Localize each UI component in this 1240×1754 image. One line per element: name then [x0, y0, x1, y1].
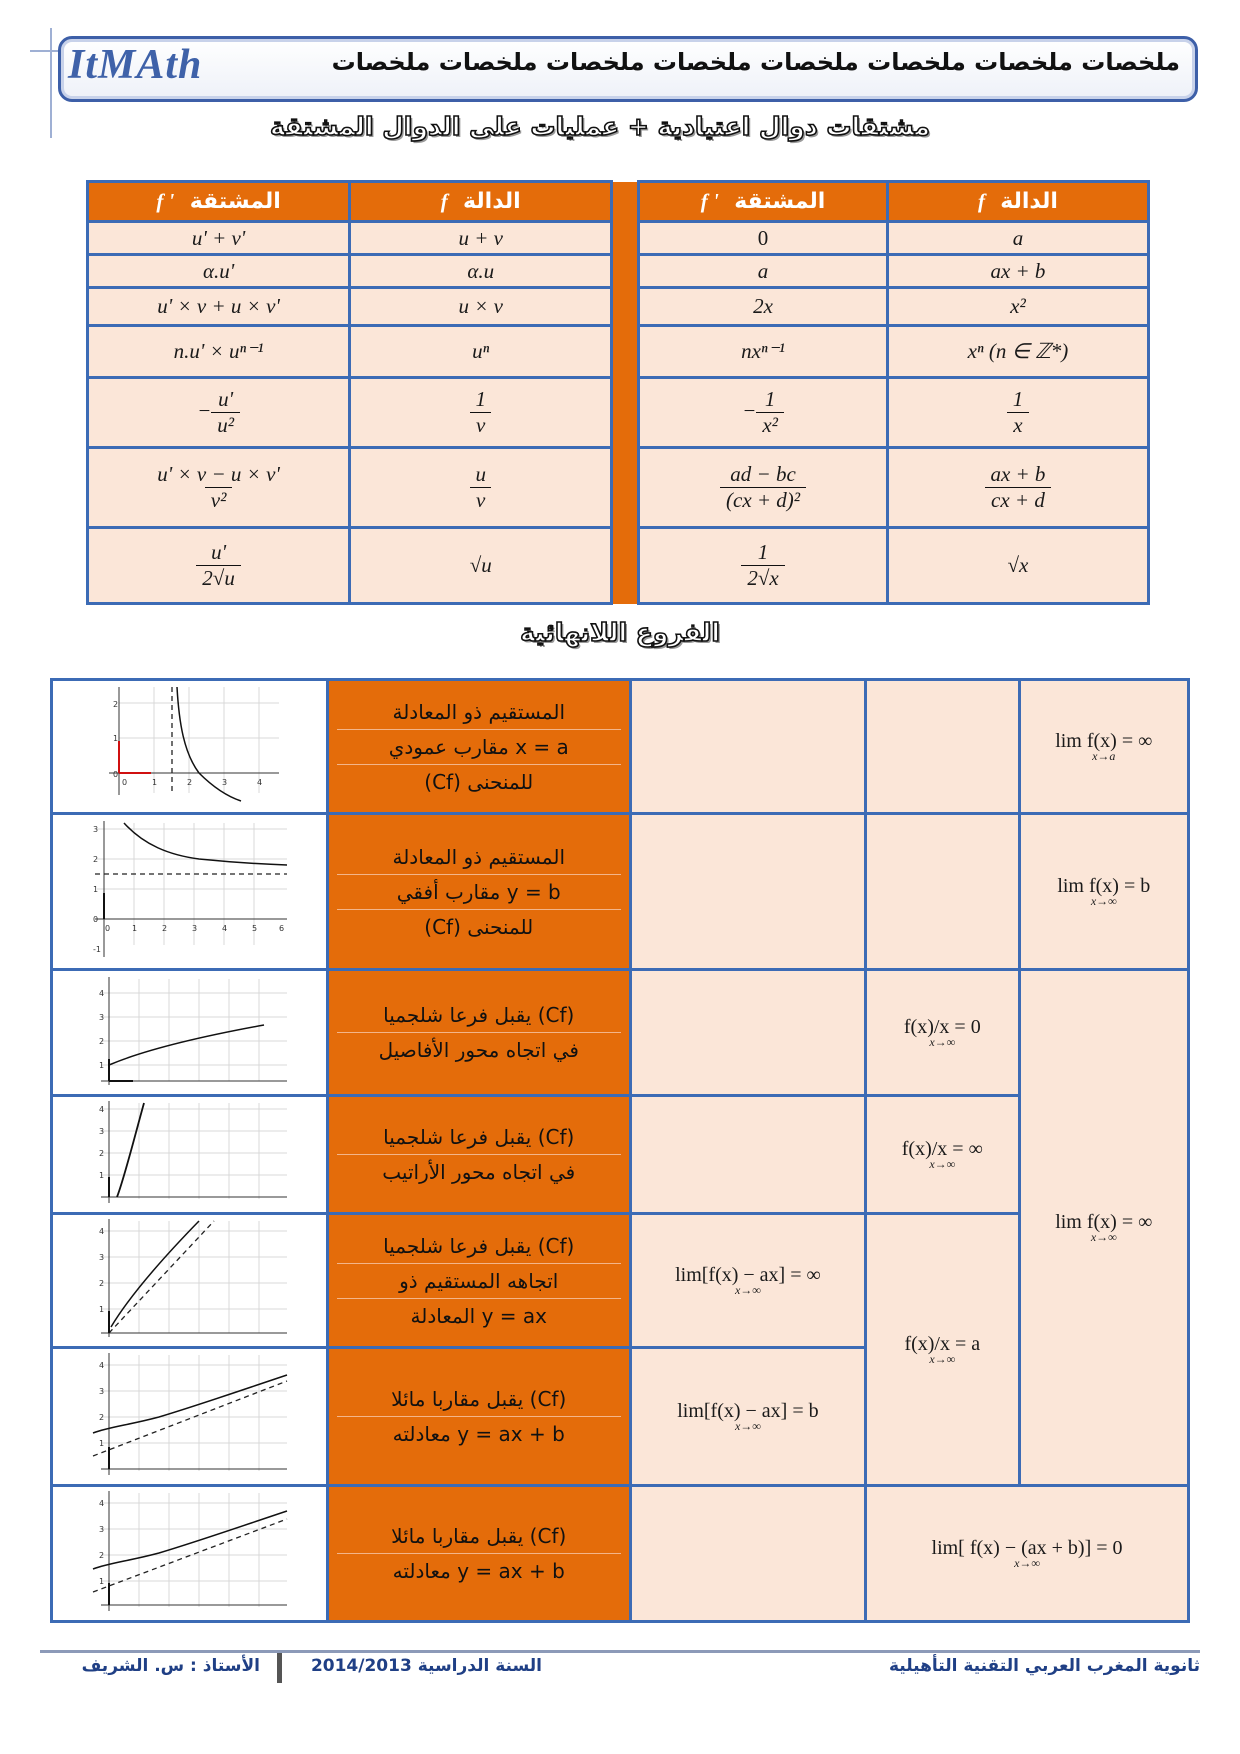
logo: ItMAth	[68, 42, 203, 88]
svg-text:1: 1	[152, 777, 158, 787]
ops-derivative: u' × v + u × v'	[88, 288, 350, 326]
svg-text:3: 3	[99, 1524, 105, 1534]
cond2-empty	[866, 680, 1020, 814]
derivatives-header-row	[88, 182, 1149, 222]
usual-derivative: a	[639, 255, 888, 288]
svg-text:2: 2	[93, 854, 99, 864]
branch-row	[52, 1214, 1189, 1348]
graph-parabolic-x	[52, 970, 328, 1096]
usual-function: a	[887, 222, 1148, 255]
branches-title: الفروع اللانهائية	[520, 618, 720, 647]
branch-description: المستقيم ذو المعادلة x = a مقارب عمودي للمنحنى (Cf)	[327, 680, 630, 814]
svg-text:3: 3	[93, 824, 99, 834]
svg-text:3: 3	[222, 777, 228, 787]
cond3-empty	[630, 1486, 865, 1622]
svg-text:1: 1	[93, 884, 99, 894]
svg-text:4: 4	[99, 1498, 105, 1508]
svg-text:0: 0	[93, 914, 99, 924]
svg-text:1: 1	[113, 733, 119, 743]
oblique-limit-cell: lim[ f(x) − (ax + b)] = 0 x→∞	[866, 1486, 1189, 1622]
ops-derivative: u' + v'	[88, 222, 350, 255]
branch-description: (Cf) يقبل مقاربا مائلا y = ax + b معادلته	[327, 1348, 630, 1486]
ratio-limit-cell: f(x)/x = 0 x→∞	[866, 970, 1020, 1096]
svg-text:2: 2	[99, 1412, 105, 1422]
svg-text:3: 3	[99, 1252, 105, 1262]
cond3-empty	[630, 970, 865, 1096]
svg-text:4: 4	[257, 777, 263, 787]
graph-oblique-asymptote	[52, 1348, 328, 1486]
ratio-limit-cell: f(x)/x = ∞ x→∞	[866, 1096, 1020, 1214]
svg-text:-1: -1	[93, 944, 102, 954]
svg-text:6: 6	[279, 923, 285, 933]
svg-text:4: 4	[99, 1360, 105, 1370]
graph-parabolic-direction	[52, 1214, 328, 1348]
svg-text:5: 5	[252, 923, 258, 933]
svg-text:1: 1	[99, 1304, 105, 1314]
svg-text:1: 1	[99, 1060, 105, 1070]
usual-function: xⁿ (n ∈ ℤ*)	[887, 326, 1148, 378]
ops-function: u + v	[350, 222, 612, 255]
svg-text:4: 4	[222, 923, 228, 933]
cond2-empty	[866, 814, 1020, 970]
footer-school: ثانوية المغرب العربي التقنية التأهيلية	[888, 1656, 1200, 1676]
usual-function: $\frac{ax + b}{cx + d}$	[887, 448, 1148, 528]
svg-text:2: 2	[99, 1550, 105, 1560]
shared-limit-cell: lim f(x) = ∞ x→∞	[1019, 970, 1188, 1486]
derivatives-title: مشتقات دوال اعتيادية + عمليات على الدوال المشتقة	[270, 112, 930, 141]
usual-derivative: nxⁿ⁻¹	[639, 326, 888, 378]
limit-cell: lim f(x) = b x→∞	[1019, 814, 1188, 970]
svg-text:2: 2	[187, 777, 193, 787]
ops-derivative: − $\frac{u'}{\text{u²}}$	[88, 378, 350, 448]
footer-teacher: الأستاذ : س. الشريف	[81, 1656, 260, 1676]
svg-text:2: 2	[99, 1278, 105, 1288]
derivatives-table	[86, 180, 1150, 605]
branch-row	[52, 814, 1189, 970]
decor-line-vertical	[50, 28, 52, 138]
header-function-ops: f الدالة	[350, 182, 612, 222]
branch-row	[52, 1486, 1189, 1622]
svg-text:4: 4	[99, 1104, 105, 1114]
svg-text:1: 1	[99, 1576, 105, 1586]
ops-function: α.u	[350, 255, 612, 288]
usual-function: $\frac{1}{x}$	[887, 378, 1148, 448]
ops-derivative: n.u' × uⁿ⁻¹	[88, 326, 350, 378]
cond3-empty	[630, 1096, 865, 1214]
ops-function: $\frac{1}{v}$	[350, 378, 612, 448]
banner-text: ملخصات ملخصات ملخصات ملخصات ملخصات ملخصات ملخصات ملخصات	[331, 48, 1180, 76]
header-function-usual: f الدالة	[887, 182, 1148, 222]
footer-divider	[40, 1650, 1200, 1653]
svg-text:2: 2	[99, 1036, 105, 1046]
branch-row	[52, 970, 1189, 1096]
branch-description: المستقيم ذو المعادلة y = b مقارب أفقي للمنحنى (Cf)	[327, 814, 630, 970]
ops-function: √u	[350, 528, 612, 604]
svg-text:2: 2	[99, 1148, 105, 1158]
header-derivative-ops: f ' المشتقة	[88, 182, 350, 222]
usual-function: √x	[887, 528, 1148, 604]
branch-description: (Cf) يقبل فرعا شلجميا اتجاهه المستقيم ذو y = ax المعادلة	[327, 1214, 630, 1348]
ops-derivative: $\frac{u'}{2√u}$	[88, 528, 350, 604]
branch-description: (Cf) يقبل فرعا شلجميا في اتجاه محور الأراتيب	[327, 1096, 630, 1214]
usual-derivative: − $\frac{1}{\text{x²}}$	[639, 378, 888, 448]
svg-text:4: 4	[99, 1226, 105, 1236]
usual-derivative: 0	[639, 222, 888, 255]
svg-text:2: 2	[162, 923, 168, 933]
svg-text:4: 4	[99, 988, 105, 998]
difference-limit-cell: lim[f(x) − ax] = ∞ x→∞	[630, 1214, 865, 1348]
ops-derivative: α.u'	[88, 255, 350, 288]
svg-text:0: 0	[122, 777, 128, 787]
ops-function: uⁿ	[350, 326, 612, 378]
svg-text:0: 0	[113, 769, 119, 779]
branch-row	[52, 680, 1189, 814]
usual-function: x²	[887, 288, 1148, 326]
usual-function: ax + b	[887, 255, 1148, 288]
limit-cell: lim f(x) = ∞ x→a	[1019, 680, 1188, 814]
svg-text:3: 3	[192, 923, 198, 933]
branch-description: (Cf) يقبل فرعا شلجميا في اتجاه محور الأفاصيل	[327, 970, 630, 1096]
graph-vertical-asymptote	[52, 680, 328, 814]
usual-derivative: 2x	[639, 288, 888, 326]
svg-text:2: 2	[113, 699, 119, 709]
svg-text:3: 3	[99, 1126, 105, 1136]
header-derivative-usual: f ' المشتقة	[639, 182, 888, 222]
ops-derivative: $\frac{u' \times v - u \times v'}{\text{v²}}$	[88, 448, 350, 528]
ops-function: $\frac{u}{v}$	[350, 448, 612, 528]
svg-text:3: 3	[99, 1012, 105, 1022]
difference-limit-cell: lim[f(x) − ax] = b x→∞	[630, 1348, 865, 1486]
cond3-empty	[630, 680, 865, 814]
svg-text:3: 3	[99, 1386, 105, 1396]
svg-text:1: 1	[132, 923, 138, 933]
ratio-a-cell: f(x)/x = a x→∞	[866, 1214, 1020, 1486]
footer-separator	[277, 1653, 282, 1683]
branch-description: (Cf) يقبل مقاربا مائلا y = ax + b معادلته	[327, 1486, 630, 1622]
ops-function: u × v	[350, 288, 612, 326]
svg-text:1: 1	[99, 1438, 105, 1448]
graph-parabolic-y	[52, 1096, 328, 1214]
footer-year: السنة الدراسية 2014/2013	[310, 1656, 542, 1676]
table-separator	[612, 182, 639, 604]
usual-derivative: $\frac{ad - bc}{\text{(cx + d)²}}$	[639, 448, 888, 528]
graph-oblique-asymptote-2	[52, 1486, 328, 1622]
svg-text:0: 0	[105, 923, 111, 933]
usual-derivative: $\frac{1}{2√x}$	[639, 528, 888, 604]
svg-text:1: 1	[99, 1170, 105, 1180]
branches-table	[50, 678, 1190, 1623]
branch-row	[52, 1096, 1189, 1214]
graph-horizontal-asymptote	[52, 814, 328, 970]
cond3-empty	[630, 814, 865, 970]
